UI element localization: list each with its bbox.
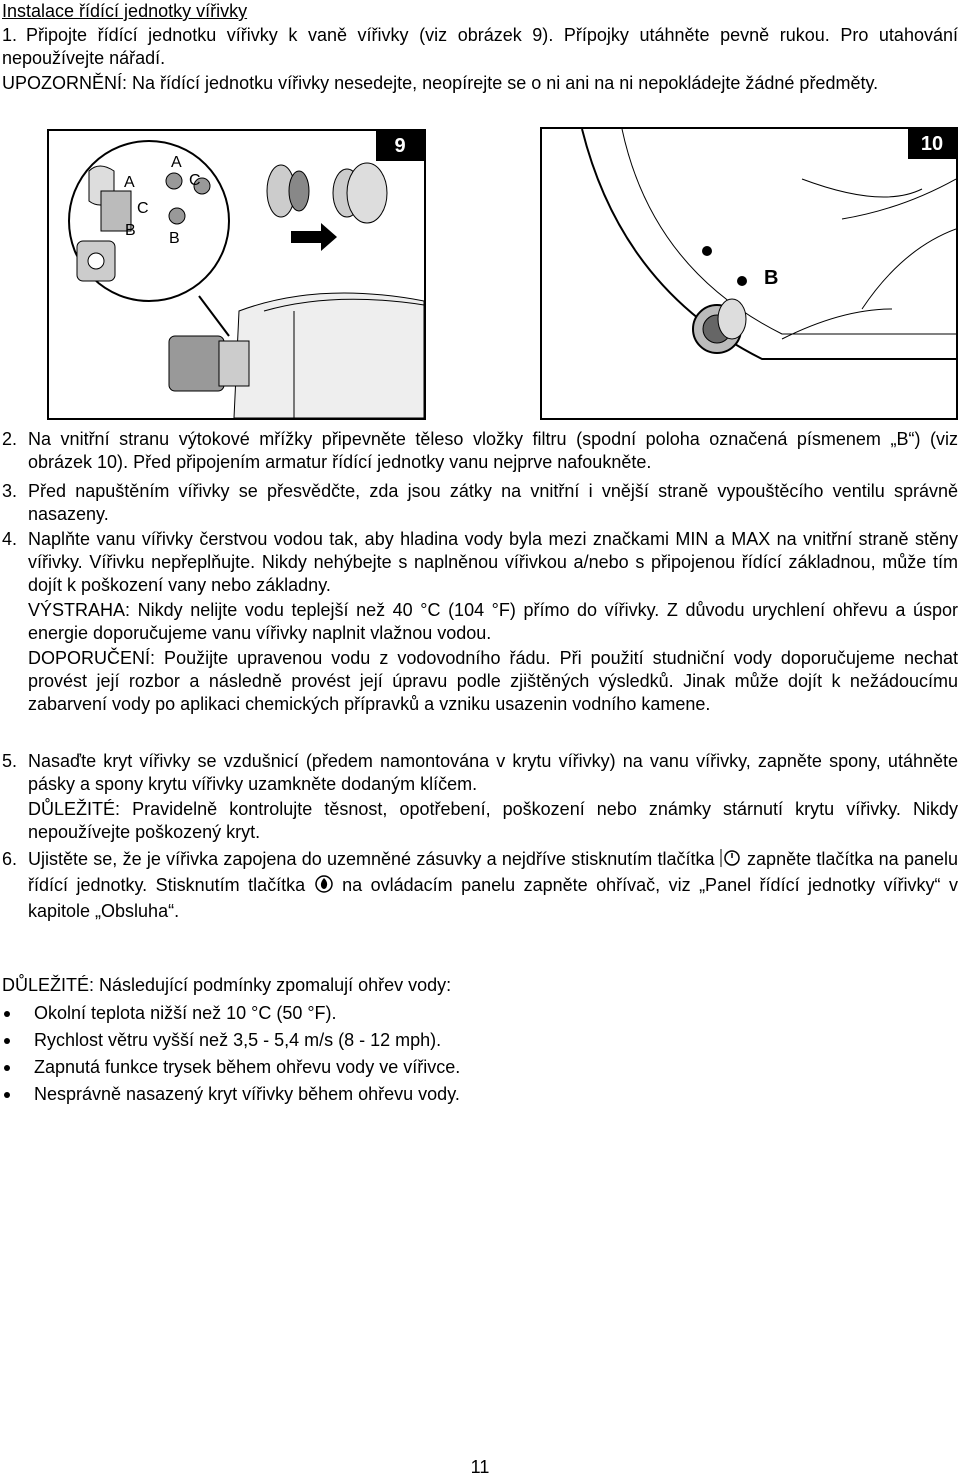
warning-1 — [2, 72, 958, 95]
important-1-label: DŮLEŽITÉ: — [28, 799, 121, 819]
important-2 — [2, 974, 958, 997]
list-item — [0, 1029, 460, 1056]
step-4-warning — [28, 599, 958, 645]
figure-10 — [540, 127, 958, 420]
step-5-important — [28, 798, 958, 844]
fig9-label-c1: C — [137, 200, 149, 217]
step-3-number: 3. — [2, 481, 18, 501]
fig9-label-a1: A — [124, 174, 135, 191]
figure-10-drawing — [542, 129, 956, 418]
step-6-number: 6. — [2, 849, 18, 869]
bullet-icon — [4, 1011, 10, 1017]
step-1-text-end: . Přípojky utáhněte pevně rukou. Pro utahování nepoužívejte nářadí. — [2, 25, 958, 68]
step-1-number: 1. — [2, 25, 18, 45]
important-2-label: DŮLEŽITÉ: — [2, 975, 95, 995]
fig9-label-b1: B — [125, 222, 136, 239]
important-1-text: Pravidelně kontrolujte těsnost, opotřebení, poškození nebo známky stárnutí krytu vířivky. Nikdy nepoužívejte poškozený kryt. — [28, 799, 958, 842]
step-1-figref: (viz obrázek 9) — [419, 25, 549, 45]
step-2-text-end: . Před připojením armatur řídící jednotky vanu nejprve nafoukněte. — [123, 452, 652, 472]
step-2 — [2, 428, 958, 474]
list-item-text: Rychlost větru vyšší než 3,5 - 5,4 m/s (8 - 12 mph). — [34, 1030, 442, 1050]
step-4 — [2, 528, 958, 714]
step-3 — [2, 480, 958, 526]
figure-9-drawing — [49, 131, 424, 418]
conditions-list — [0, 1002, 460, 1110]
list-item — [0, 1083, 460, 1110]
step-4-number: 4. — [2, 529, 18, 549]
page-number: 11 — [470, 1457, 490, 1477]
step-4-text: Naplňte vanu vířivky čerstvou vodou tak, aby hladina vody byla mezi značkami MIN a MAX na vnitřní straně stěny vířivky. Vířivku nepřeplňujte. Nikdy nehýbejte s naplněnou vířivkou a/nebo s připojenou řídící základnou, může tím dojít k poškození vany nebo základny. — [28, 529, 958, 595]
step-2-number: 2. — [2, 429, 18, 449]
list-item — [0, 1002, 460, 1029]
step-5-text: Nasaďte kryt vířivky se vzdušnicí (předem namontována v krytu vířivky) na vanu vířivky, zapněte spony, utáhněte pásky a spony krytu vířivky uzamkněte dodaným klíčem. — [28, 751, 958, 794]
list-item-text: Zapnutá funkce trysek během ohřevu vody ve vířivce. — [34, 1057, 461, 1077]
bullet-icon — [4, 1038, 10, 1044]
important-2-text: Následující podmínky zpomalují ohřev vody: — [94, 975, 452, 995]
step-5 — [2, 750, 958, 842]
warning-2-label: VÝSTRAHA: — [28, 600, 131, 620]
heater-flame-icon — [314, 874, 334, 900]
step-6-text-mid: zapněte tlačítka na panelu řídící jednotky. Stisknutím tlačítka — [28, 849, 958, 895]
step-5-number: 5. — [2, 751, 18, 771]
warning-1-text: Na řídící jednotku vířivky nesedejte, neopírejte se o ni ani na ni nepokládejte žádné předměty. — [127, 73, 879, 93]
recommendation-text: Použijte upravenou vodu z vodovodního řádu. Při použití studniční vody doporučujeme nechat provést její rozbor a následně provést její úpravu podle zjištěných výsledků. Jinak může dojít k nežádoucímu zabarvení vody po aplikaci chemických přípravků a vzniku usazenin vodního kamene. — [28, 648, 958, 714]
list-item-text: Nesprávně nasazený kryt vířivky během ohřevu vody. — [34, 1084, 460, 1104]
warning-2-text: Nikdy nelijte vodu teplejší než 40 °C (104 °F) přímo do vířivky. Z důvodu urychlení ohřevu a úspor energie doporučujeme vanu vířivky naplnit vlažnou vodou. — [28, 600, 958, 643]
list-item — [0, 1056, 460, 1083]
bullet-icon — [4, 1092, 10, 1098]
fig9-label-a2: A — [171, 154, 182, 171]
list-item-text: Okolní teplota nižší než 10 °C (50 °F). — [34, 1003, 337, 1023]
step-1 — [2, 24, 958, 70]
bullet-icon — [4, 1065, 10, 1071]
fig9-label-b2: B — [169, 230, 180, 247]
figure-10-number: 10 — [908, 129, 956, 159]
step-2-figref: (viz obrázek 10) — [28, 429, 958, 472]
step-1-text: Připojte řídící jednotku vířivky k vaně vířivky — [26, 25, 420, 45]
step-3-text: Před napuštěním vířivky se přesvědčte, zda jsou zátky na vnitřní i vnější straně vypouštěcího ventilu správně nasazeny. — [28, 481, 958, 524]
step-4-recommendation — [28, 647, 958, 716]
fig10-label-b: B — [764, 267, 779, 289]
step-6-text: Ujistěte se, že je vířivka zapojena do uzemněné zásuvky a nejdříve stisknutím tlačítka — [28, 849, 715, 869]
warning-1-label: UPOZORNĚNÍ: — [2, 73, 128, 93]
step-2-text: Na vnitřní stranu výtokové mřížky připevněte těleso vložky filtru (spodní poloha označená písmenem „B“) — [28, 429, 930, 449]
step-6 — [2, 848, 958, 921]
fig9-label-c2: C — [189, 172, 201, 189]
recommendation-label: DOPORUČENÍ: — [28, 648, 156, 668]
figure-9 — [47, 129, 426, 420]
section-heading: Instalace řídící jednotky vířivky — [2, 1, 248, 21]
figure-9-number: 9 — [376, 131, 424, 161]
step-6-text-end: na ovládacím panelu zapněte ohřívač, viz „Panel řídící jednotky vířivky“ v kapitole „Obsluha“. — [28, 875, 958, 921]
power-button-icon — [720, 848, 742, 874]
